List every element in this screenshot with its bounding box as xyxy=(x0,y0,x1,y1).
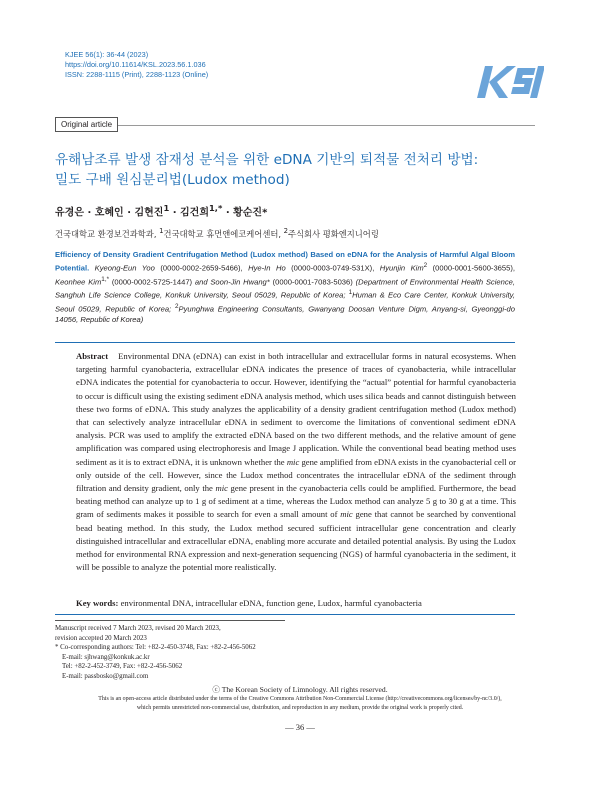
license-line-1: This is an open-access article distributed under the terms of the Creative Commons Attribution Non-Commercial License (http://creativecommons.org/licenses/by-nc/3.0/), xyxy=(98,696,502,702)
doi-link[interactable]: https://doi.org/10.11614/KSL.2023.56.1.036 xyxy=(65,60,206,69)
title-korean-line1: 유해남조류 발생 잠재성 분석을 위한 eDNA 기반의 퇴적물 전처리 방법: xyxy=(55,152,479,168)
issn: ISSN: 2288-1115 (Print), 2288-1123 (Online) xyxy=(65,70,209,79)
en-orcid-e[interactable]: (0000-0001-7083-5036) xyxy=(272,277,353,287)
footnote-corresponding: * Co-corresponding authors: Tel: +82-2-450-3748, Fax: +82-2-456-5062 xyxy=(55,644,256,652)
en-author-b: Hye-In Ho xyxy=(248,263,286,273)
footnote-email-2[interactable]: E-mail: passbosko@gmail.com xyxy=(62,672,149,680)
copyright: ⓒ The Korean Society of Limnology. All rights reserved. xyxy=(212,685,388,694)
authors-korean xyxy=(55,203,267,218)
page-number: — 36 — xyxy=(285,722,315,732)
affil-ko-sup2: 2 xyxy=(283,227,289,235)
abstract-part1: Environmental DNA (eDNA) can exist in both intracellular and extracellular forms in natural ecosystems. When targeting harmful cyanobacteria, extracellular eDNA indicates the presence of traces of cyanobacteria, while intracellular eDNA indicates the potential for cyanobacteria to occur. However, identifying the “actual” potential for harmful cyanobacteria to occur is difficult using the existing sediment eDNA analysis method, which uses silica beads and cannot distinguish between these two forms of eDNA. This study analyzes the applicability of a density gradient centrifugation method (Ludox method) that can selectively analyze intracellular eDNA in sediment to overcome the limitations of conventional sediment eDNA analysis. PCR was used to amplify the extracted eDNA based on the two different methods, and the relative amount of gene amplification was compared using electrophoresis and Image J application. While the conventional bead beating method uses sediment as it is to extract eDNA, it is unknown whether the xyxy=(76,351,516,467)
en-affiliation-sup2: 2 xyxy=(175,302,179,310)
license-line-2: which permits unrestricted non-commercial use, distribution, and reproduction in any medium, provide the original work is properly cited. xyxy=(136,704,464,711)
en-author-c: Hyunjin Kim xyxy=(379,263,424,273)
en-author-e: and Soon-Jin Hwang* xyxy=(194,277,270,287)
abstract-mic-1: mic xyxy=(286,456,300,467)
en-orcid-a[interactable]: (0000-0002-2659-5466), xyxy=(160,263,243,273)
abstract-part2: gene amplified from eDNA exists in the cyanobacterial cell or only outside of the cell. However, since the Ludox method concentrates the intracellular eDNA of the sediment through filtration and density gradient, only the xyxy=(76,456,516,494)
author-ko-1-sup: 1 xyxy=(163,203,170,213)
tag-divider xyxy=(65,125,535,126)
en-author-c-sup: 2 xyxy=(423,262,428,269)
affil-ko-part1: 건국대학교 환경보건과학과, xyxy=(55,228,160,239)
en-affiliation-sup1: 1 xyxy=(348,289,353,297)
en-author-a: Kyeong-Eun Yoo xyxy=(94,263,155,273)
author-ko-2: · 김건희 xyxy=(169,207,210,219)
footnote-received: Manuscript received 7 March 2023, revised 20 March 2023, xyxy=(55,625,221,632)
footnotes xyxy=(55,624,495,682)
article-type-tag: Original article xyxy=(55,117,118,132)
en-orcid-d[interactable]: (0000-0002-5725-1447) xyxy=(111,277,193,287)
en-affiliation: (Department of Environmental Health Science, Sanghuh Life Science College, Konkuk University, Seoul 05029, Republic of Korea; xyxy=(55,277,515,300)
title-korean-line2: 밀도 구배 원심분리법(Ludox method) xyxy=(55,172,290,188)
english-title: Efficiency of Density Gradient Centrifugation Method (Ludox method) Based on eDNA for the Analysis of Harmful Algal Bloom Potential. xyxy=(55,250,515,273)
journal-citation: KJEE 56(1): 36-44 (2023) xyxy=(65,50,149,59)
ksl-logo xyxy=(476,62,544,102)
author-ko-2-sup: 1,* xyxy=(209,203,223,213)
en-orcid-c[interactable]: (0000-0001-5600-3655), xyxy=(432,263,515,273)
footnote-email-1[interactable]: E-mail: sjhwang@konkuk.ac.kr xyxy=(62,653,150,661)
abstract-mic-3: mic xyxy=(340,509,353,520)
affil-ko-sup1: 1 xyxy=(159,227,164,235)
abstract xyxy=(76,350,516,574)
abstract-bottom-divider xyxy=(55,614,515,615)
footnote-rule xyxy=(55,620,285,621)
abstract-label: Abstract xyxy=(76,351,109,361)
abstract-mic-2: mic xyxy=(215,483,228,494)
en-affiliation-3: Pyunghwa Engineering Consultants, Gwanyang Doosan Venture Digm, Anyang-si, Gyeonggi-do 14056, Republic of Korea) xyxy=(55,304,515,325)
english-title-block xyxy=(55,249,515,325)
footnote-accepted: revision accepted 20 March 2023 xyxy=(55,634,147,642)
license-notice xyxy=(55,695,545,713)
keywords xyxy=(76,597,516,609)
en-affiliation-2: Human & Eco Care Center, Konkuk University, Seoul 05029, Republic of Korea; xyxy=(55,290,515,314)
footnote-tel-2: Tel: +82-2-452-3749, Fax: +82-2-456-5062 xyxy=(62,663,183,671)
journal-header xyxy=(65,50,535,80)
author-ko-3: · 황순진* xyxy=(222,207,268,219)
en-author-d-sup: 1,* xyxy=(101,275,110,283)
author-ko-1: 유경은 · 호혜인 · 김현진 xyxy=(55,207,164,219)
affil-ko-part3: 주식회사 평화엔지니어링 xyxy=(288,228,379,239)
abstract-part3: gene present in the cyanobacteria cells could be amplified. Furthermore, the bead beating method can analyze up to 1 g of sediment at a time, whereas the Ludox method can analyze 5 g to 30 g at a time. This gram of sediments makes it possible to search for even a small amount of xyxy=(76,483,516,520)
affiliation-korean xyxy=(55,227,379,240)
en-author-d: Keonhee Kim xyxy=(55,277,102,287)
abstract-part4: gene that cannot be searched by conventional bead beating method. In this study, the Ludox method secured sufficient intracellular gene concentration and clearly distinguished intracellular and extracellular eDNA, enabling more accurate and detailed potential analysis. By using the Ludox method for environmental RNA expression and next-generation sequencing (NGS) of harmful cyanobacteria in the sediment, it will be possible to analyze the potential more realistically. xyxy=(76,509,516,573)
affil-ko-part2: 건국대학교 휴먼앤에코케어센터, xyxy=(163,228,284,239)
title-korean xyxy=(55,150,515,190)
en-orcid-b[interactable]: (0000-0003-0749-531X), xyxy=(291,263,375,273)
keywords-label: Key words: xyxy=(76,598,119,608)
keywords-text: environmental DNA, intracellular eDNA, function gene, Ludox, harmful cyanobacteria xyxy=(118,598,422,608)
abstract-top-divider xyxy=(55,342,515,343)
